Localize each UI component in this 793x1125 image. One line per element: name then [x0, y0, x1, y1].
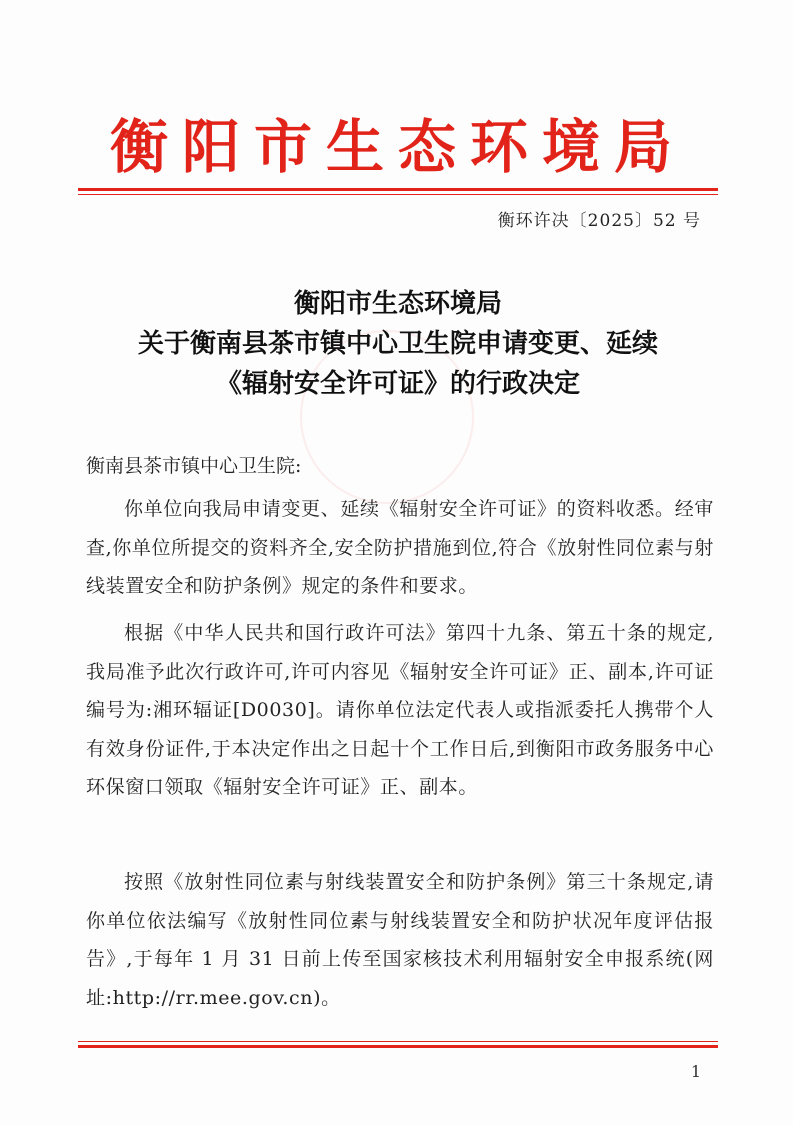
- letterhead-divider-thick: [78, 188, 718, 191]
- body-paragraph-2: 根据《中华人民共和国行政许可法》第四十九条、第五十条的规定,我局准予此次行政许可,许可内容见《辐射安全许可证》正、副本,许可证编号为:湘环辐证[D0030]。请你单位法定代表人或指派委托人携带个人有效身份证件,于本决定作出之日起十个工作日后,到衡阳市政务服务中心环保窗口领取《辐射安全许可证》正、副本。: [86, 622, 714, 798]
- document-number: 衡环许决〔2025〕52 号: [497, 211, 701, 231]
- title-line-1: 衡阳市生态环境局: [293, 289, 502, 319]
- body-paragraph-1: 你单位向我局申请变更、延续《辐射安全许可证》的资料收悉。经审查,你单位所提交的资料齐全,安全防护措施到位,符合《放射性同位素与射线装置安全和防护条例》规定的条件和要求。: [86, 498, 714, 597]
- footer-divider-thick: [78, 1045, 718, 1048]
- salutation: 衡南县茶市镇中心卫生院:: [86, 455, 302, 477]
- title-line-3: 《辐射安全许可证》的行政决定: [215, 369, 580, 399]
- page-number: 1: [690, 1062, 701, 1081]
- title-line-2: 关于衡南县茶市镇中心卫生院申请变更、延续: [137, 329, 658, 359]
- footer-divider-thin: [78, 1041, 718, 1042]
- body-paragraph-3: 按照《放射性同位素与射线装置安全和防护条例》第三十条规定,请你单位依法编写《放射性同位素与射线装置安全和防护状况年度评估报告》,于每年 1 月 31 日前上传至国家核技术利用辐射安全申报系统(网址:http://rr.mee.gov.cn)。: [86, 871, 714, 1009]
- letterhead-divider-thin: [78, 194, 718, 195]
- document-title: [78, 284, 718, 404]
- letterhead-title: 衡阳市生态环境局: [109, 113, 686, 181]
